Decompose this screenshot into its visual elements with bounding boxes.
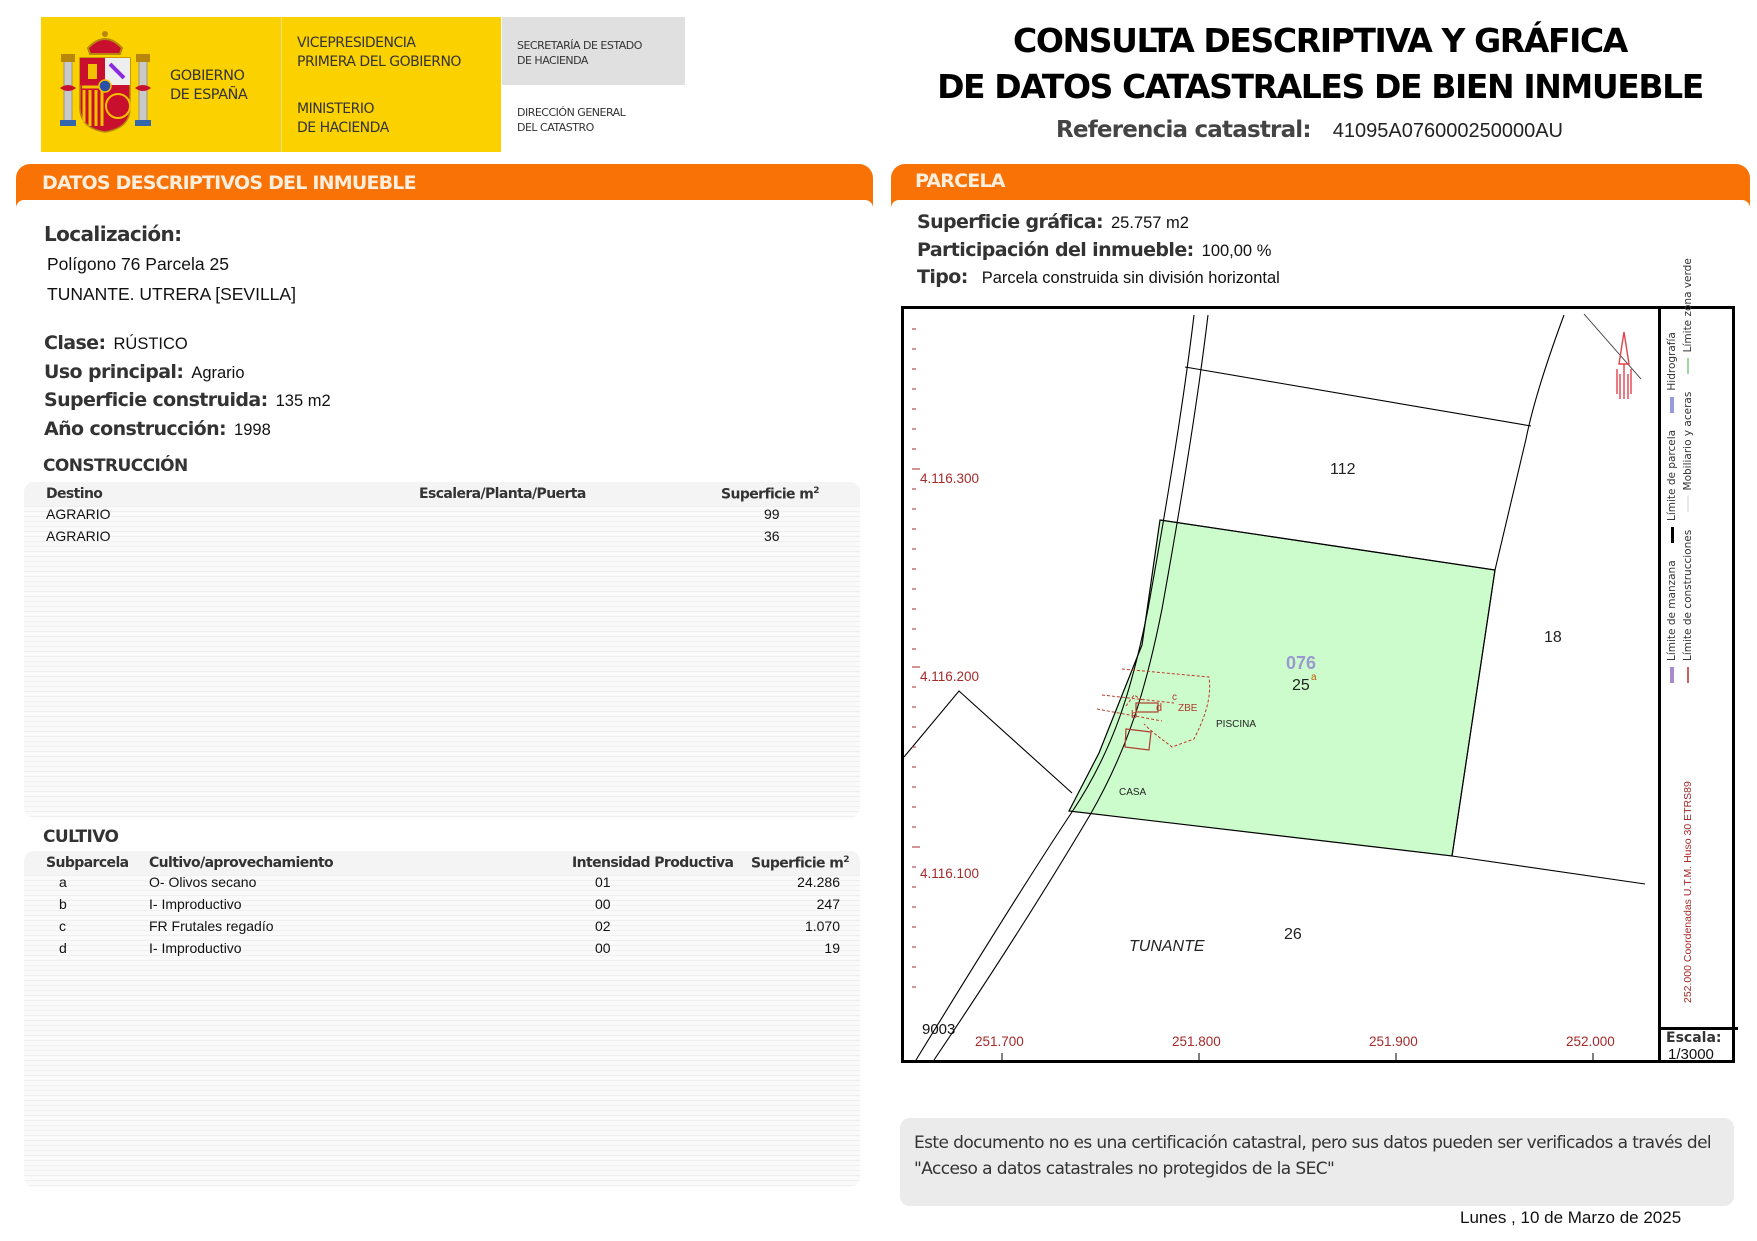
tipo-label: Tipo:: [917, 266, 968, 288]
col-superficie-text: Superficie m: [721, 486, 814, 503]
label-parcel-18: 18: [1544, 629, 1562, 646]
legend-swatch-parcela: [1671, 527, 1674, 543]
cell-superficie: 19: [824, 940, 840, 956]
col-superficie: Superficie $m^2$: [721, 486, 819, 503]
logo-sec-line1: SECRETARÍA DE ESTADO: [517, 39, 642, 52]
cultivo-table: [24, 851, 860, 1187]
legend-mobiliario: Mobiliario y aceras: [1682, 391, 1694, 491]
clase-value: RÚSTICO: [113, 335, 188, 353]
y-tick-4116300: 4.116.300: [920, 471, 980, 486]
label-subparcela-d: d: [1156, 702, 1163, 714]
uso-value: Agrario: [191, 364, 245, 382]
field-superficie-grafica: [917, 211, 1189, 233]
col-intensidad: Intensidad Productiva: [572, 855, 734, 871]
participacion-label: Participación del inmueble:: [917, 239, 1194, 261]
sup-construida-label: Superficie construida:: [44, 389, 268, 411]
legend-limite-construcciones: Límite de construcciones: [1682, 529, 1694, 661]
parcel-25-polygon: [1069, 520, 1495, 856]
ref-label: Referencia catastral:: [1056, 117, 1311, 143]
construccion-table-header: [24, 482, 860, 506]
section-header-parcela: [891, 164, 1750, 208]
logo-gov-line2: DE ESPAÑA: [170, 87, 248, 103]
col-escalera: Escalera/Planta/Puerta: [419, 486, 586, 502]
section-title-parcela: PARCELA: [915, 170, 1005, 192]
field-anio: [44, 418, 271, 440]
x-tick-251800: 251.800: [1172, 1034, 1221, 1049]
field-participacion: [917, 239, 1271, 261]
legend-entries-1: [1666, 332, 1678, 683]
section-title-descriptivos: DATOS DESCRIPTIVOS DEL INMUEBLE: [42, 172, 416, 194]
location-line1: Polígono 76 Parcela 25: [47, 254, 229, 274]
label-subparcela-b: b: [1131, 709, 1138, 721]
label-parcel-9003: 9003: [922, 1021, 956, 1038]
field-tipo: [917, 266, 1280, 288]
logo-dir-text: [517, 105, 625, 135]
col-destino: Destino: [46, 486, 103, 502]
logo-min-line1: MINISTERIO: [297, 101, 374, 117]
y-tick-4116100: 4.116.100: [920, 866, 980, 881]
legend-limite-manzana: Límite de manzana: [1666, 560, 1678, 661]
col-cultivo: Cultivo/aprovechamiento: [149, 855, 334, 871]
anio-label: Año construcción:: [44, 418, 227, 440]
tipo-value: Parcela construida sin división horizontal: [981, 269, 1280, 287]
label-poligono-076: 076: [1286, 653, 1317, 673]
scale-label: Escala:: [1666, 1030, 1722, 1046]
disclaimer-box: [900, 1118, 1734, 1206]
cell-superficie: 247: [816, 896, 840, 912]
logo-gov-text: [170, 67, 247, 105]
cell-subparcela: b: [59, 896, 67, 912]
logo-dir-line2: DEL CATASTRO: [517, 121, 594, 134]
logo-min-line2: DE HACIENDA: [297, 120, 389, 136]
title-line2: DE DATOS CATASTRALES DE BIEN INMUEBLE: [937, 67, 1703, 106]
cell-subparcela: d: [59, 940, 67, 956]
cell-intensidad: 00: [595, 896, 611, 912]
legend-swatch-manzana: [1670, 667, 1674, 683]
col-subparcela: Subparcela: [46, 855, 129, 871]
scale-value: 1/3000: [1668, 1046, 1714, 1063]
cell-superficie: 36: [764, 528, 780, 544]
uso-label: Uso principal:: [44, 361, 184, 383]
legend-swatch-hidrografia: [1670, 397, 1674, 413]
logo-vice-text: [297, 34, 461, 72]
construccion-table: [24, 482, 860, 818]
cell-cultivo: I- Improductivo: [149, 940, 242, 956]
participacion-value: 100,00 %: [1201, 242, 1272, 260]
x-tick-251900: 251.900: [1369, 1034, 1418, 1049]
cell-superficie: 1.070: [804, 918, 840, 934]
page-title: [920, 18, 1720, 110]
label-parcel-112: 112: [1330, 461, 1356, 478]
legend-zona-verde: Límite zona verde: [1682, 258, 1694, 353]
map-legend: [1662, 258, 1734, 1025]
logo-min-text: [297, 100, 389, 138]
construccion-title: CONSTRUCCIÓN: [43, 456, 188, 476]
logo-dir-line1: DIRECCIÓN GENERAL: [517, 106, 626, 119]
field-superficie-construida: [44, 389, 331, 411]
legend-divider: [1658, 309, 1661, 1060]
logo-sec-line2: DE HACIENDA: [517, 54, 588, 67]
cell-cultivo: O- Olivos secano: [149, 874, 257, 890]
cell-cultivo: FR Frutales regadío: [149, 918, 274, 934]
disclaimer-text: Este documento no es una certificación catastral, pero sus datos pueden ser verificados a través del "Acceso a datos catastrales no protegidos de la SEC": [914, 1133, 1712, 1179]
x-tick-251700: 251.700: [975, 1034, 1024, 1049]
cell-subparcela: a: [59, 874, 67, 890]
legend-swatch-zona-verde: [1687, 358, 1689, 374]
cell-superficie: 99: [764, 506, 780, 522]
cell-destino: AGRARIO: [46, 506, 111, 522]
ref-value: 41095A076000250000AU: [1332, 120, 1563, 142]
label-subparcela-a: a: [1311, 672, 1317, 683]
referencia-catastral: [1056, 116, 1563, 143]
location-label: Localización:: [44, 222, 182, 246]
logo-gov-line1: GOBIERNO: [170, 68, 245, 84]
field-uso: [44, 361, 245, 383]
cell-cultivo: I- Improductivo: [149, 896, 242, 912]
legend-limite-parcela: Límite de parcela: [1666, 429, 1678, 521]
sup-grafica-value: 25.757 m2: [1110, 214, 1189, 232]
label-zbe: ZBE: [1178, 703, 1198, 714]
label-piscina: PISCINA: [1216, 719, 1257, 730]
clase-label: Clase:: [44, 332, 106, 354]
location-line2: TUNANTE. UTRERA [SEVILLA]: [47, 284, 296, 304]
legend-coordinates-system: 252.000 Coordenadas U.T.M. Huso 30 ETRS89: [1682, 781, 1694, 1003]
logo-divider: [281, 17, 282, 152]
col-superficie-text: Superficie m: [751, 855, 844, 872]
label-paraje-tunante: TUNANTE: [1129, 938, 1205, 955]
y-axis-ticks: [912, 329, 920, 987]
anio-value: 1998: [234, 421, 271, 439]
legend-entries-2: [1682, 258, 1694, 683]
sup-grafica-label: Superficie gráfica:: [917, 211, 1103, 233]
y-tick-4116200: 4.116.200: [920, 669, 980, 684]
title-line1: CONSULTA DESCRIPTIVA Y GRÁFICA: [1013, 21, 1627, 60]
coat-of-arms-icon: [58, 30, 153, 135]
cell-intensidad: 02: [595, 918, 611, 934]
cell-intensidad: 01: [595, 874, 611, 890]
document-date: Lunes , 10 de Marzo de 2025: [1460, 1208, 1682, 1227]
col-superficie: Superficie $m^2$: [751, 855, 849, 872]
cell-subparcela: c: [59, 918, 66, 934]
cell-superficie: 24.286: [797, 874, 840, 890]
cultivo-table-header: [24, 851, 860, 875]
cell-intensidad: 00: [595, 940, 611, 956]
legend-swatch-construcciones: [1687, 667, 1689, 683]
legend-swatch-mobiliario: [1687, 496, 1689, 512]
label-casa: CASA: [1119, 787, 1147, 798]
cultivo-title: CULTIVO: [43, 827, 119, 847]
logo-vice-line2: PRIMERA DEL GOBIERNO: [297, 54, 461, 70]
x-axis-ticks: [1002, 1053, 1593, 1060]
logo-sec-text: [517, 38, 642, 68]
field-clase: [44, 332, 188, 354]
section-header-descriptivos: [16, 164, 873, 208]
x-tick-252000: 252.000: [1566, 1034, 1615, 1049]
logo-vice-line1: VICEPRESIDENCIA: [297, 35, 416, 51]
legend-hidrografia: Hidrografía: [1666, 332, 1678, 391]
label-parcel-25: 25: [1292, 677, 1310, 694]
map-canvas: [904, 309, 1658, 1060]
label-parcel-26: 26: [1284, 926, 1302, 943]
cell-destino: AGRARIO: [46, 528, 111, 544]
label-subparcela-c: c: [1172, 692, 1177, 703]
sup-construida-value: 135 m2: [275, 392, 331, 410]
